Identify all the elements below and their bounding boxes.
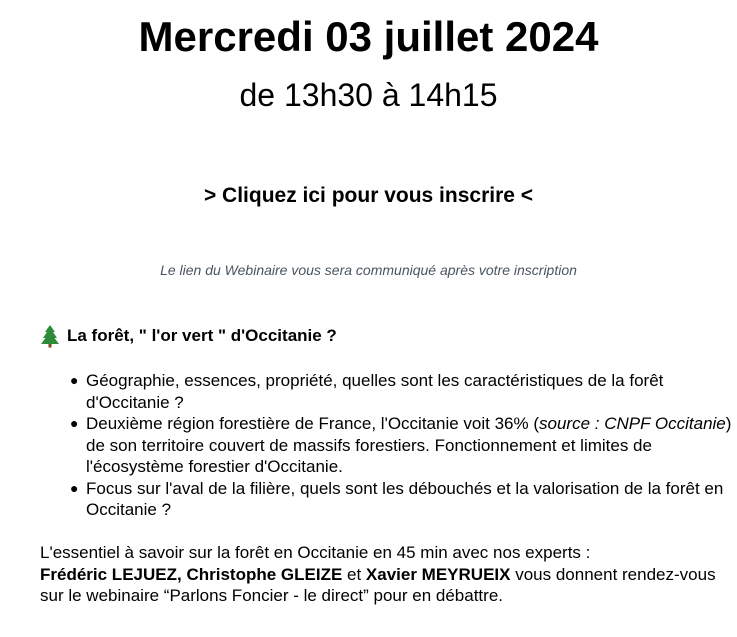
bullet-icon: ● (70, 372, 79, 388)
evergreen-tree-icon (40, 324, 60, 348)
bullet-icon: ● (70, 415, 79, 431)
event-time: de 13h30 à 14h15 (239, 77, 498, 113)
separator: , (177, 564, 187, 584)
closing-intro: L'essentiel à savoir sur la forêt en Occitanie en 45 min avec nos experts : (40, 543, 591, 562)
event-date: Mercredi 03 juillet 2024 (138, 13, 599, 60)
bullet-icon: ● (70, 479, 79, 496)
closing-outro: vous donnent rendez-vous sur le webinaire “Parlons Foncier - le direct” pour en débattre. (40, 564, 716, 605)
section-heading-text: La forêt, " l'or vert " d'Occitanie ? (67, 326, 337, 345)
list-item-text: Deuxième région forestière de France, l'Occitanie voit 36% ( (86, 414, 540, 433)
list-item-text: Géographie, essences, propriété, quelles sont les caractéristiques de la forêt d'Occitanie ? (86, 371, 664, 412)
register-link[interactable]: > Cliquez ici pour vous inscrire < (203, 184, 534, 207)
expert-name: Frédéric LEJUEZ (40, 564, 177, 584)
list-item-text: ) de son territoire couvert de massifs forestiers. Fonctionnement et limites de l'écosystème forestier d'Occitanie. (86, 414, 732, 476)
list-item (70, 413, 736, 478)
list-item (70, 478, 736, 521)
expert-name: Christophe GLEIZE (186, 564, 343, 584)
list-item (70, 370, 736, 413)
list-item-text: Focus sur l'aval de la filière, quels sont les débouchés et la valorisation de la forêt en Occitanie ? (86, 478, 724, 519)
section-heading (40, 324, 720, 348)
topic-list (40, 370, 736, 521)
expert-name: Xavier MEYRUEIX (365, 564, 511, 584)
registration-note: Le lien du Webinaire vous sera communiqué après votre inscription (160, 262, 577, 278)
closing-paragraph (40, 542, 720, 607)
separator: et (342, 564, 366, 584)
source-citation: source : CNPF Occitanie (539, 414, 726, 433)
